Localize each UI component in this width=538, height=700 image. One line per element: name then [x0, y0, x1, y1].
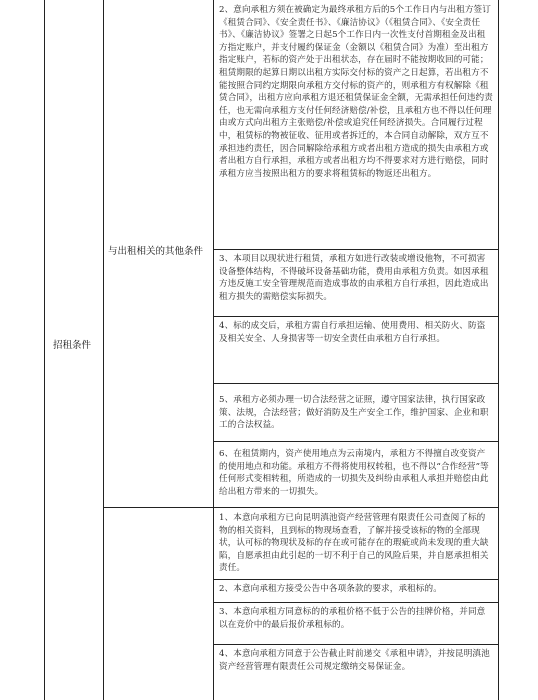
rental-condition-item-5: 5、承租方必须办理一切合法经营之证照，遵守国家法律，执行国家政策、法规，合法经营；做好消防及生产安全工作，维护国家、企业和职工的合法权益。	[219, 395, 489, 431]
rental-condition-item-2: 2、意向承租方须在被确定为最终承租方后的5个工作日内与出租方签订《租赁合同》、《安全责任书》、《廉洁协议》（《租赁合同》、《安全责任书》、《廉洁协议》签署之日起5个工作日内一次性支付首期租金及出租方指定账户，并支付履约保证金（金额以《租赁合同》为准）至出租方指定账户，若标的资产处于出租状态，存在届时不能按期收回的可能；租赁期限的起算日期以出租方实际交付标的资产之日起算，若出租方不能按照合同约定期限向承租方交付标的资产的，则承租方有权解除《租赁合同》，出租方应向承租方退还租赁保证金全额，无需承担任何违约责任，也无需向承租方支付任何经济赔偿/补偿，且承租方也不得以任何理由或方式向出租方主张赔偿/补偿或追究任何经济损失。合同履行过程中，租赁标的物被征收、征用或者拆迁的，本合同自动解除，双方互不承担违约责任，因合同解除给承租方或者出租方造成的损失由承租方或者出租方自行承担，承租方或者出租方均不得要求对方进行赔偿，同时承租方应当按照出租方的要求将租赁标的物返还出租方。	[219, 5, 493, 179]
bidder-condition-item-3: 3、本意向承租方同意标的的承租价格不低于公告的挂牌价格，并同意以在竞价中的最后报价承租标的。	[219, 607, 486, 630]
rental-condition-item-6: 6、在租赁期内，资产使用地点为云南境内，承租方不得擅自改变资产的使用地点和功能。承租方不得将使用权转租，也不得以“合作经营”等任何形式变相转租，所造成的一切损失及纠纷由承租人承担并赔偿由此给出租方带来的一切损失。	[219, 449, 489, 497]
row-separator	[213, 602, 499, 603]
table-column-divider-1	[103, 0, 104, 700]
row-separator	[213, 383, 499, 384]
rental-condition-item-3: 3、本项目以现状进行租赁，承租方如进行改装或增设他物，不可损害设备整体结构，不得破坏设备基础功能，费用由承租方负责。如因承租方违反施工安全管理规范而造成事故的由承租方自行承担，因此造成出租方损失的需赔偿实际损失。	[219, 254, 489, 302]
recruit-conditions-label: 招租条件	[53, 340, 92, 351]
table-left-border	[44, 0, 45, 700]
bidder-condition-item-1: 1、本意向承租方已向昆明滇池资产经营管理有限责任公司查阅了标的物的相关资料，且到标的物现场查看，了解并接受该标的物的全部现状，认可标的物现状及标的存在或可能存在的瑕疵或尚未发现的重大缺陷，自愿承担由此引起的一切不利于自己的风险后果，并自愿承担相关责任。	[219, 513, 489, 574]
rental-other-conditions-label: 与出租相关的其他条件	[108, 246, 204, 257]
row-separator	[213, 316, 499, 317]
row-separator	[213, 644, 499, 645]
table-column-divider-2	[213, 0, 214, 700]
row-separator	[213, 441, 499, 442]
table-right-border	[498, 0, 499, 700]
section-separator	[103, 507, 499, 508]
rental-condition-item-4: 4、标的成交后，承租方需自行承担运输、使用费用、相关防火、防盗及相关安全、人身损害等一切安全责任由承租方自行承担。	[219, 321, 486, 344]
bidder-condition-item-2: 2、本意向承租方接受公告中各项条款的要求，承租标的。	[219, 584, 442, 594]
row-separator	[213, 249, 499, 250]
bidder-condition-item-4: 4、本意向承租方同意于公告截止时前递交《承租申请》，并按昆明滇池资产经营管理有限责任公司规定缴纳交易保证金。	[219, 649, 490, 672]
row-separator	[213, 579, 499, 580]
